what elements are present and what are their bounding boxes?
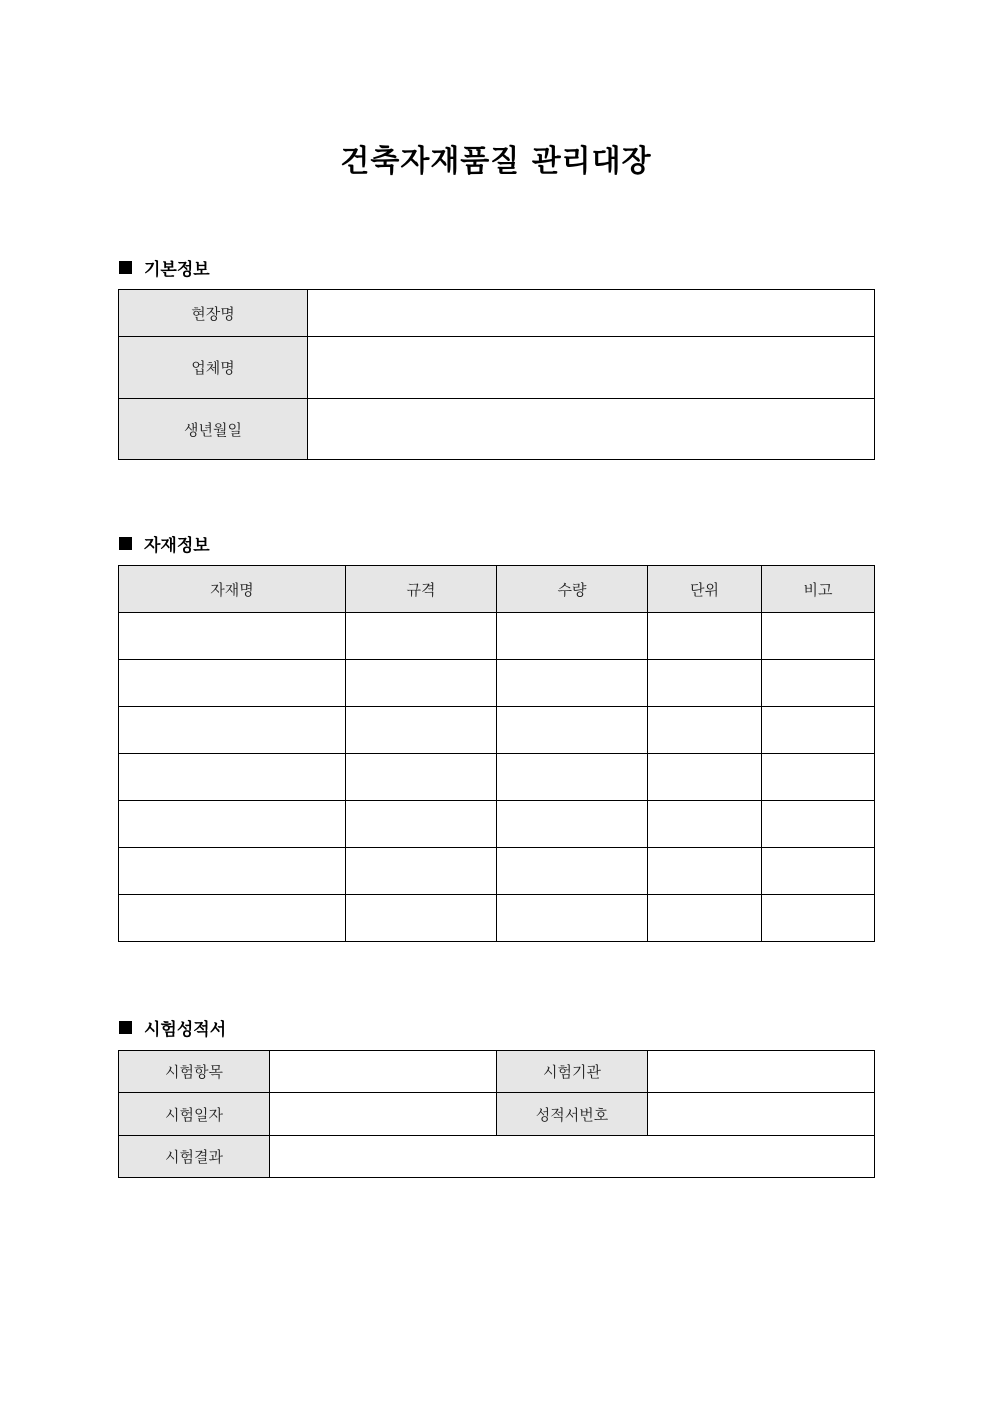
cell-remarks[interactable] [762, 754, 875, 801]
column-header-quantity: 수량 [497, 566, 648, 613]
section-heading-label: 기본정보 [144, 260, 210, 280]
table-row [119, 290, 875, 337]
cell-material-name[interactable] [119, 801, 346, 848]
field-label-site-name: 현장명 [119, 290, 308, 337]
cell-spec[interactable] [346, 613, 497, 660]
cell-material-name[interactable] [119, 754, 346, 801]
cell-spec[interactable] [346, 801, 497, 848]
cell-unit[interactable] [648, 801, 762, 848]
cell-remarks[interactable] [762, 895, 875, 942]
table-row [119, 1093, 875, 1136]
table-row [119, 613, 875, 660]
document-title: 건축자재품질 관리대장 [340, 144, 652, 179]
cell-quantity[interactable] [497, 848, 648, 895]
test-report-table [118, 1050, 875, 1178]
table-row [119, 660, 875, 707]
cell-unit[interactable] [648, 754, 762, 801]
column-header-spec: 규격 [346, 566, 497, 613]
cell-unit[interactable] [648, 707, 762, 754]
field-value-report-number[interactable] [648, 1093, 875, 1136]
field-value-test-date[interactable] [270, 1093, 497, 1136]
section-heading-test-report [119, 1015, 226, 1040]
material-info-table [118, 565, 875, 942]
section-heading-basic-info [119, 255, 210, 280]
field-value-site-name[interactable] [308, 290, 875, 337]
field-label-birth-date: 생년월일 [119, 399, 308, 460]
cell-spec[interactable] [346, 848, 497, 895]
section-heading-material-info [119, 531, 210, 556]
cell-spec[interactable] [346, 754, 497, 801]
column-header-unit: 단위 [648, 566, 762, 613]
field-value-test-item[interactable] [270, 1051, 497, 1093]
cell-material-name[interactable] [119, 707, 346, 754]
cell-remarks[interactable] [762, 848, 875, 895]
cell-remarks[interactable] [762, 801, 875, 848]
cell-unit[interactable] [648, 848, 762, 895]
field-value-test-result[interactable] [270, 1136, 875, 1178]
section-heading-label: 시험성적서 [144, 1020, 227, 1040]
section-heading-label: 자재정보 [144, 536, 210, 556]
cell-unit[interactable] [648, 895, 762, 942]
cell-quantity[interactable] [497, 895, 648, 942]
square-bullet-icon [119, 537, 132, 550]
table-row [119, 707, 875, 754]
cell-quantity[interactable] [497, 707, 648, 754]
cell-remarks[interactable] [762, 613, 875, 660]
column-header-material-name: 자재명 [119, 566, 346, 613]
field-label-test-agency: 시험기관 [497, 1051, 648, 1093]
cell-material-name[interactable] [119, 660, 346, 707]
cell-material-name[interactable] [119, 613, 346, 660]
cell-spec[interactable] [346, 895, 497, 942]
field-value-test-agency[interactable] [648, 1051, 875, 1093]
cell-spec[interactable] [346, 707, 497, 754]
basic-info-table [118, 289, 875, 460]
cell-quantity[interactable] [497, 613, 648, 660]
cell-quantity[interactable] [497, 754, 648, 801]
cell-quantity[interactable] [497, 660, 648, 707]
cell-remarks[interactable] [762, 707, 875, 754]
cell-material-name[interactable] [119, 848, 346, 895]
field-value-birth-date[interactable] [308, 399, 875, 460]
cell-unit[interactable] [648, 660, 762, 707]
table-row [119, 848, 875, 895]
table-row [119, 399, 875, 460]
table-row [119, 801, 875, 848]
field-label-test-result: 시험결과 [119, 1136, 270, 1178]
table-row [119, 337, 875, 399]
cell-material-name[interactable] [119, 895, 346, 942]
table-row [119, 895, 875, 942]
cell-remarks[interactable] [762, 660, 875, 707]
cell-spec[interactable] [346, 660, 497, 707]
field-label-company-name: 업체명 [119, 337, 308, 399]
table-row [119, 1051, 875, 1093]
field-value-company-name[interactable] [308, 337, 875, 399]
cell-quantity[interactable] [497, 801, 648, 848]
column-header-remarks: 비고 [762, 566, 875, 613]
table-header-row [119, 566, 875, 613]
field-label-test-item: 시험항목 [119, 1051, 270, 1093]
square-bullet-icon [119, 1021, 132, 1034]
cell-unit[interactable] [648, 613, 762, 660]
field-label-test-date: 시험일자 [119, 1093, 270, 1136]
field-label-report-number: 성적서번호 [497, 1093, 648, 1136]
square-bullet-icon [119, 261, 132, 274]
table-row [119, 754, 875, 801]
table-row [119, 1136, 875, 1178]
